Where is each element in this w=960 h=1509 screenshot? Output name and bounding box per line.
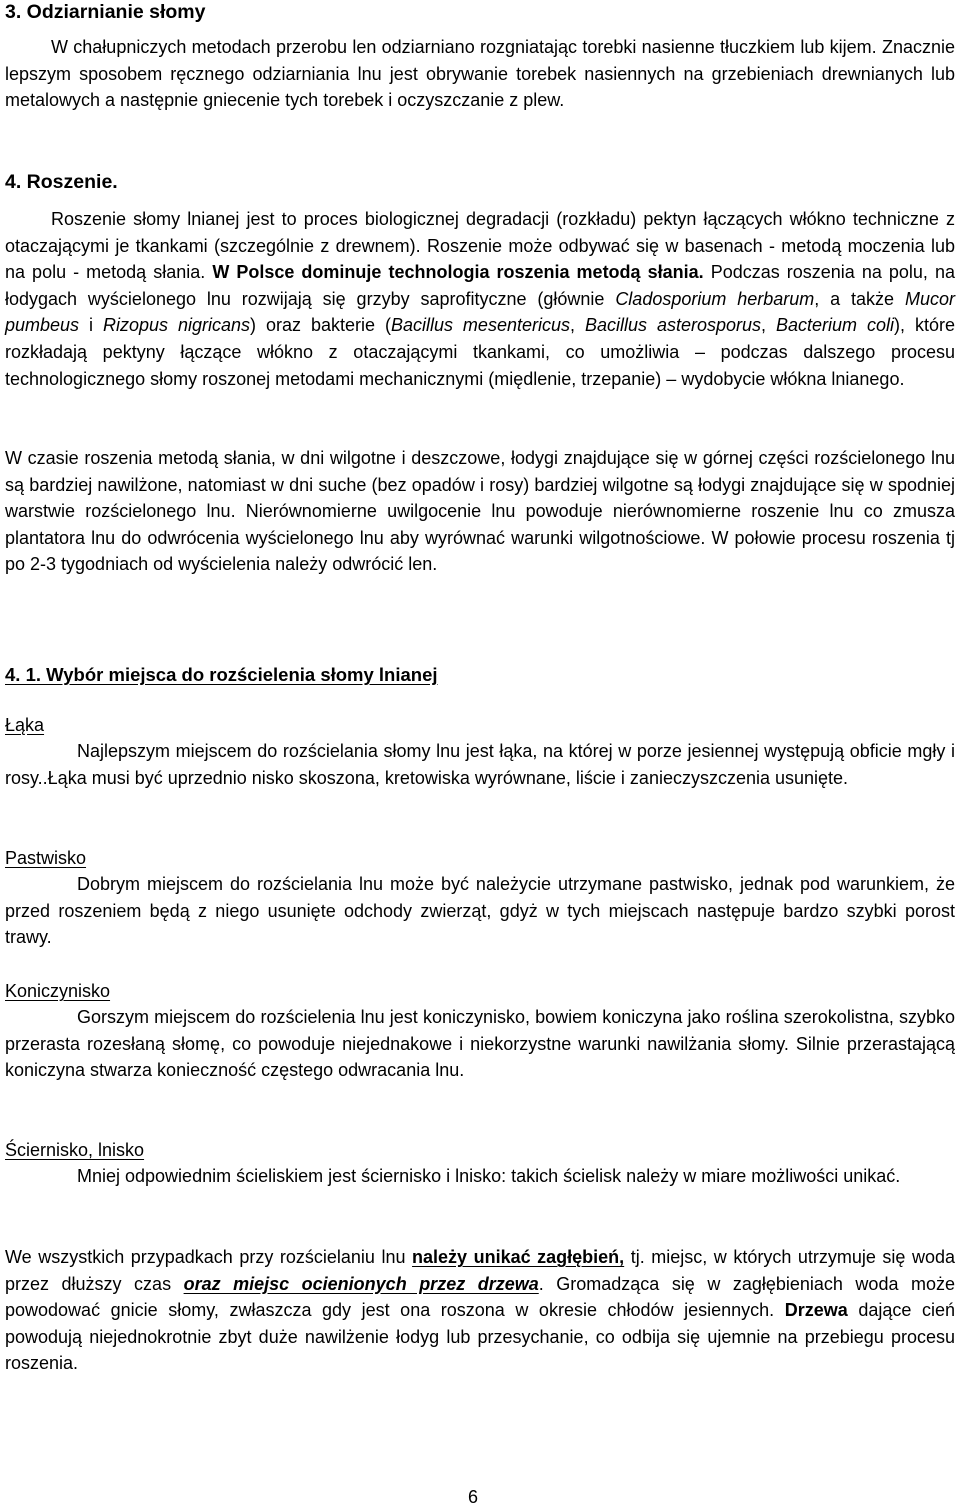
pastwisko-text: Dobrym miejscem do rozścielania lnu może być należycie utrzymane pastwisko, jednak pod warunkiem, że przed roszeniem będą z niego usunięte odchody zwierząt, gdyż w tych miejscach następuje bardzo szybki porost trawy. — [5, 874, 955, 948]
section-3-heading: 3. Odziarnianie słomy — [5, 1, 206, 23]
species-name: Rizopus nigricans — [103, 315, 251, 336]
emphasis-drzewa-word: Drzewa — [784, 1300, 848, 1321]
species-name: Cladosporium herbarum — [615, 288, 815, 309]
sciernisko-text: Mniej odpowiednim ścieliskiem jest ściernisko i lnisko: takich ścielisk należy w miare możliwości unikać. — [77, 1166, 901, 1186]
pastwisko-title: Pastwisko — [5, 848, 87, 868]
section-4-1-heading: 4. 1. Wybór miejsca do rozścielenia słomy lnianej — [5, 664, 438, 685]
species-name: Bacterium coli — [776, 315, 894, 336]
laka-title: Łąka — [5, 715, 45, 735]
species-name: Bacillus asterosporus — [584, 315, 762, 336]
koniczynisko-title: Koniczynisko — [5, 981, 111, 1001]
laka-text: Najlepszym miejscem do rozścielania słomy lnu jest łąka, na której w porze jesiennej występują obficie mgły i rosy..Łąka musi być uprzednio nisko skoszona, kretowiska wyrównane, liście i zanieczyszczenia usunięte. — [5, 741, 955, 788]
section-4-heading: 4. Roszenie. — [5, 171, 118, 193]
koniczynisko-text: Gorszym miejscem do rozścielenia lnu jest koniczynisko, bowiem koniczyna jako roślina szerokolistna, szybko przerasta rozesłaną słomę, co powoduje niejednakowe i niekorzystne warunki nawilżania słomy. Silnie przerastającą koniczyna stwarza konieczność częstego odwracania lnu. — [5, 1007, 955, 1081]
section-4-paragraph-1: Roszenie słomy lnianej jest to proces biologicznej degradacji (rozkładu) pektyn łączących włókno techniczne z otaczającymi je tkankami (szczególnie z drewnem). Roszenie może odbywać się w basenach - metodą moczenia lub na polu - metodą słania. W Polsce dominuje technologia roszenia metodą słania. Podczas roszenia na polu, na łodygach wyścielonego lnu rozwijają się grzyby saprofityczne (głównie Cladosporium herbarum, a także Mucor pumbeus i Rizopus nigricans) oraz bakterie (Bacillus mesentericus, Bacillus asterosporus, Bacterium coli), które rozkładają pektyny łączące włókno z otaczającymi tkankami, co umożliwia – podczas dalszego procesu technologicznego słomy roszonej metodami mechanicznymi (międlenie, trzepanie) – wydobycie włókna lnianego. — [5, 209, 955, 389]
emphasis-drzewa: oraz miejsc ocienionych przez drzewa — [183, 1273, 539, 1294]
sciernisko-title: Ściernisko, lnisko — [5, 1140, 145, 1160]
species-name: Bacillus mesentericus — [390, 315, 570, 336]
emphasis-zaglebien: należy unikać zagłębień, — [412, 1247, 625, 1267]
species-name: Mucor pumbeus — [5, 288, 955, 336]
emphasis-slania: W Polsce dominuje technologia roszenia metodą słania. — [212, 262, 704, 283]
section-3-paragraph: W chałupniczych metodach przerobu len odziarniano rozgniatając torebki nasienne tłuczkiem lub kijem. Znacznie lepszym sposobem ręcznego odziarniania lnu jest obrywanie torebek nasiennych na grzebieniach drewnianych lub metalowych a następnie gniecenie tych torebek i oczyszczanie z plew. — [5, 37, 955, 111]
page-number: 6 — [468, 1487, 479, 1507]
final-paragraph: We wszystkich przypadkach przy rozścielaniu lnu należy unikać zagłębień, tj. miejsc, w których utrzymuje się woda przez dłuższy czas oraz miejsc ocienionych przez drzewa. Gromadząca się w zagłębieniach woda może powodować gnicie słomy, zwłaszcza gdy jest ona roszona w okresie chłodów jesiennych. Drzewa dające cień powodują niejednokrotnie zbyt duże nawilżenie łodyg lub przesychanie, co odbija się ujemnie na przebiegu procesu roszenia. — [5, 1247, 955, 1374]
section-4-paragraph-2: W czasie roszenia metodą słania, w dni wilgotne i deszczowe, łodygi znajdujące się w górnej części rozścielonego lnu są bardziej nawilżone, natomiast w dni suche (bez opadów i rosy) bardziej wilgotne są łodygi znajdujące się w spodniej warstwie rozścielonego lnu. Nierównomierne uwilgocenie lnu powoduje nierównomierne roszenie lnu co zmusza plantatora lnu do odwrócenia wyścielonego lnu aby wyrównać warunki wilgotnościowe. W połowie procesu roszenia tj po 2-3 tygodniach od wyścielenia należy odwrócić len. — [5, 448, 955, 575]
